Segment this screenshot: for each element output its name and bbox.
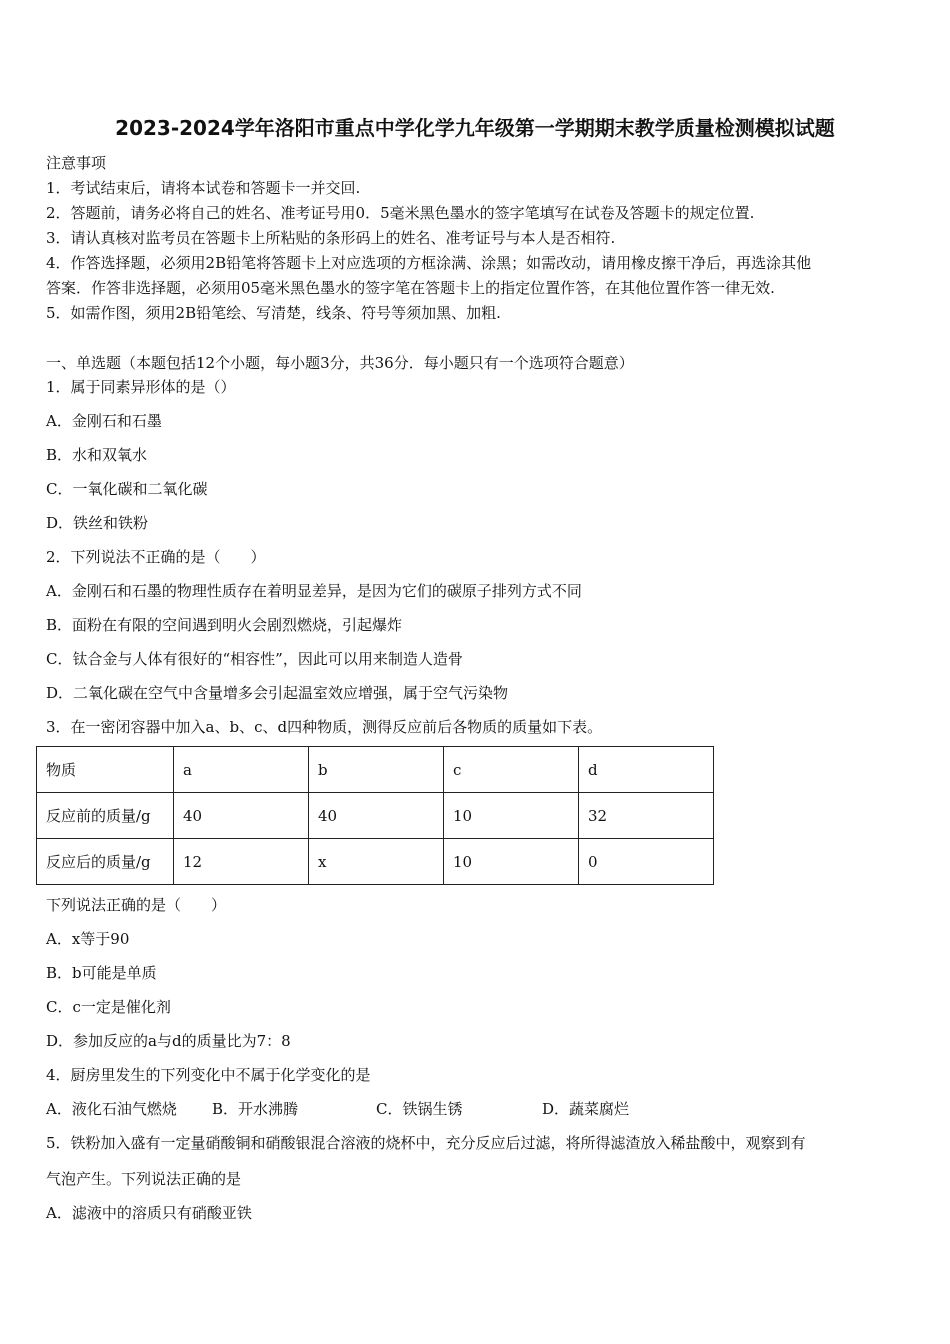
table-cell: 40 — [309, 793, 444, 839]
note-item: 1．考试结束后，请将本试卷和答题卡一并交回. — [46, 179, 361, 197]
table-row — [37, 747, 714, 793]
question-2-option-a: A．金刚石和石墨的物理性质存在着明显差异，是因为它们的碳原子排列方式不同 — [46, 582, 582, 600]
note-item: 4．作答选择题，必须用2B铅笔将答题卡上对应选项的方框涂满、涂黑；如需改动，请用橡皮擦干净后，再选涂其他 — [46, 254, 812, 272]
question-4-option-d: D．蔬菜腐烂 — [542, 1100, 630, 1118]
question-1-option-c: C．一氧化碳和二氧化碳 — [46, 480, 208, 498]
question-4-option-b: B．开水沸腾 — [212, 1100, 299, 1118]
mass-table — [36, 746, 714, 885]
table-cell: 12 — [174, 839, 309, 885]
table-cell: 物质 — [37, 747, 174, 793]
table-cell: x — [309, 839, 444, 885]
question-4-option-c: C．铁锅生锈 — [376, 1100, 463, 1118]
table-cell: a — [174, 747, 309, 793]
note-item: 2．答题前，请务必将自己的姓名、准考证号用0．5毫米黑色墨水的签字笔填写在试卷及答题卡的规定位置. — [46, 204, 755, 222]
question-3-option-c: C．c一定是催化剂 — [46, 998, 171, 1016]
table-cell: 10 — [444, 793, 579, 839]
question-1-option-a: A．金刚石和石墨 — [46, 412, 162, 430]
section-heading: 一、单选题（本题包括12个小题，每小题3分，共36分．每小题只有一个选项符合题意） — [46, 354, 634, 372]
exam-title: 2023-2024学年洛阳市重点中学化学九年级第一学期期末教学质量检测模拟试题 — [115, 116, 835, 140]
question-3-option-d: D．参加反应的a与d的质量比为7：8 — [46, 1032, 291, 1050]
question-1-option-b: B．水和双氧水 — [46, 446, 148, 464]
question-3-prompt: 下列说法正确的是（ ） — [46, 896, 227, 914]
question-4-option-a: A．液化石油气燃烧 — [46, 1100, 177, 1118]
question-4-stem: 4．厨房里发生的下列变化中不属于化学变化的是 — [46, 1066, 371, 1084]
question-5-stem-line-1: 5．铁粉加入盛有一定量硝酸铜和硝酸银混合溶液的烧杯中，充分反应后过滤，将所得滤渣放入稀盐酸中，观察到有 — [46, 1134, 806, 1152]
question-2-stem: 2．下列说法不正确的是（ ） — [46, 548, 266, 566]
table-cell: 0 — [579, 839, 714, 885]
note-item: 5．如需作图，须用2B铅笔绘、写清楚，线条、符号等须加黑、加粗. — [46, 304, 501, 322]
question-1-stem: 1．属于同素异形体的是（） — [46, 378, 236, 396]
table-cell: d — [579, 747, 714, 793]
note-item: 3．请认真核对监考员在答题卡上所粘贴的条形码上的姓名、准考证号与本人是否相符. — [46, 229, 616, 247]
table-cell: c — [444, 747, 579, 793]
question-2-option-d: D．二氧化碳在空气中含量增多会引起温室效应增强，属于空气污染物 — [46, 684, 509, 702]
table-cell: 32 — [579, 793, 714, 839]
table-cell: 10 — [444, 839, 579, 885]
table-cell: 反应后的质量/g — [37, 839, 174, 885]
table-row — [37, 793, 714, 839]
question-4-options — [46, 1098, 629, 1119]
question-3-option-a: A．x等于90 — [46, 930, 130, 948]
question-5-option-a: A．滤液中的溶质只有硝酸亚铁 — [46, 1204, 252, 1222]
question-3-option-b: B．b可能是单质 — [46, 964, 157, 982]
table-cell: b — [309, 747, 444, 793]
table-row — [37, 839, 714, 885]
question-2-option-c: C．钛合金与人体有很好的“相容性”，因此可以用来制造人造骨 — [46, 650, 463, 668]
question-2-option-b: B．面粉在有限的空间遇到明火会剧烈燃烧，引起爆炸 — [46, 616, 403, 634]
table-cell: 反应前的质量/g — [37, 793, 174, 839]
question-3-stem: 3．在一密闭容器中加入a、b、c、d四种物质，测得反应前后各物质的质量如下表。 — [46, 718, 603, 736]
question-5-stem-line-2: 气泡产生。下列说法正确的是 — [46, 1170, 242, 1188]
notes-heading: 注意事项 — [46, 154, 107, 172]
table-cell: 40 — [174, 793, 309, 839]
note-item: 答案．作答非选择题，必须用05毫米黑色墨水的签字笔在答题卡上的指定位置作答，在其他位置作答一律无效. — [46, 279, 775, 297]
question-1-option-d: D．铁丝和铁粉 — [46, 514, 149, 532]
